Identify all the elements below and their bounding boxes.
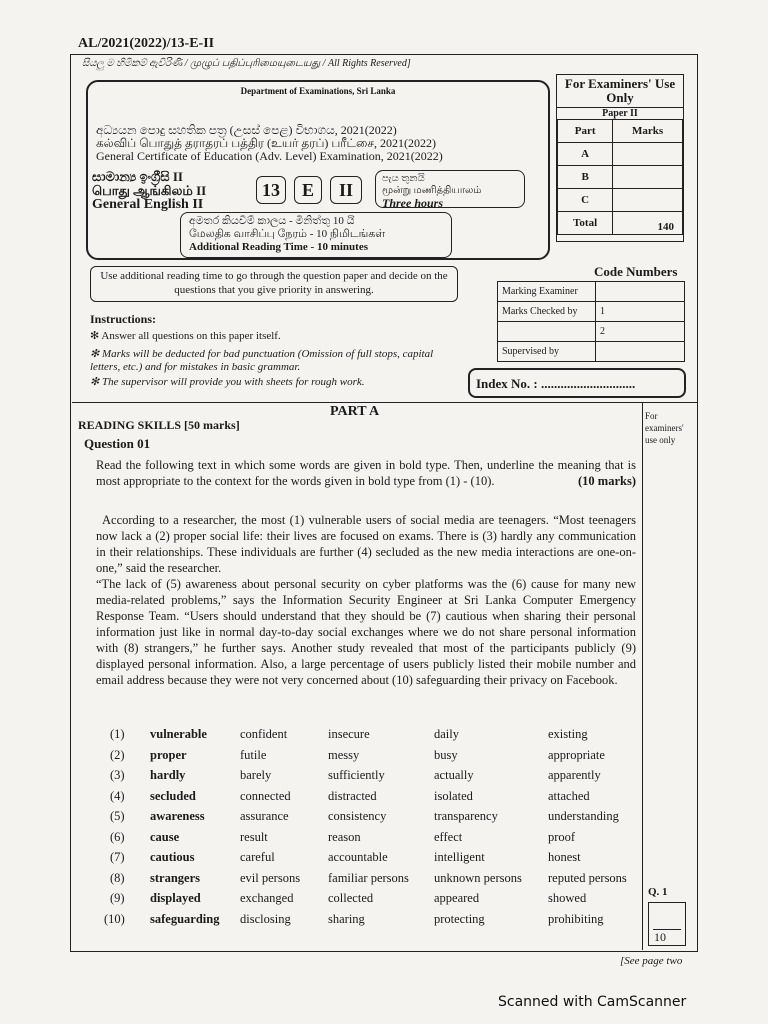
section-title: READING SKILLS [50 marks]	[78, 418, 240, 432]
scanner-watermark: Scanned with CamScanner	[498, 994, 687, 1010]
instructions-heading: Instructions:	[90, 312, 157, 326]
total-marks: 140	[613, 212, 683, 235]
question-title: Question 01	[84, 436, 151, 451]
question-prompt: Read the following text in which some words are given in bold type. Then, underline the meaning that is most appropriate to the context for the words given in bold type from (1) - (10). (10 marks)	[96, 458, 636, 488]
exam-title-english: General Certificate of Education (Adv. Level) Examination, 2021(2022)	[96, 149, 443, 163]
marks-cell[interactable]	[613, 189, 683, 212]
option-row: (2) proper futile messy busy appropriate	[110, 747, 605, 762]
examiners-margin-label: For examiners' use only	[645, 411, 684, 445]
instruction-item: ✻ The supervisor will provide you with sheets for rough work.	[90, 376, 365, 388]
passage-paragraph: “The lack of (5) awareness about personal security on cyber platforms was the (6) cause for many new media-related problems,” says the Information Security Engineer at Sri Lanka Computer Emergency Response Team. “Users should understand that they should be (7) cautious when sharing their personal information just like in normal day-to-day social exchanges where we do not share personal information with (8) strangers,” he further says. Another study revealed that most of the participants publicly (9) displayed personal information. Also, a large percentage of users publicly listed their mobile number and email address because they were not very concerned about (10) safeguarding their privacy on Facebook.	[96, 577, 636, 687]
option-row: (5) awareness assurance consistency transparency understanding	[110, 809, 619, 823]
index-number-field[interactable]: Index No. : .............................	[468, 368, 686, 398]
rights-notice: සියලු ම හිමිකම් ඇවිරිණි / முழுப் பதிப்புரிமையுடையது / All Rights Reserved]	[82, 58, 411, 69]
prompt-marks: (10 marks)	[578, 474, 636, 488]
question-score-label: Q. 1	[648, 886, 668, 898]
marks-table: Part Marks A B C Total 140	[557, 119, 683, 235]
option-row: (3) hardly barely sufficiently actually apparently	[110, 768, 601, 782]
part-title: PART A	[330, 404, 380, 419]
option-row: (6) cause result reason effect proof	[110, 829, 576, 844]
instruction-item: ✻ Marks will be deducted for bad punctuation (Omission of full stops, capital letters, etc.) and for mistakes in basic grammar.	[90, 348, 434, 373]
medium-code-box: E	[294, 176, 322, 204]
subject-name: සාමාන්‍ය ඉංග්‍රීසි II பொது ஆங்கிலம் II General English II	[92, 169, 207, 212]
option-row: (9) displayed exchanged collected appeared showed	[110, 891, 587, 905]
option-row: (7) cautious careful accountable intelligent honest	[110, 850, 581, 864]
passage-paragraph: According to a researcher, the most (1) vulnerable users of social media are teenagers. “Most teenagers now lack a (2) proper social life: their lives are focused on exams. There is (3) hardly any communication in their relationships. These individuals are further (4) secluded as the new media interactions are one-on-one,” said the researcher.	[96, 513, 636, 575]
instruction-item: ✻ Answer all questions on this paper itself.	[90, 330, 281, 342]
marks-cell[interactable]	[613, 166, 683, 189]
option-row: (1) vulnerable confident insecure daily existing	[110, 727, 588, 741]
department-seal-strip	[92, 86, 544, 120]
examiners-marks-box	[556, 74, 684, 242]
option-row: (10) safeguarding disclosing sharing protecting prohibiting	[104, 911, 604, 926]
subject-code-box: 13	[256, 176, 286, 204]
question-max-score: 10	[654, 930, 666, 944]
paper-code: AL/2021(2022)/13-E-II	[78, 36, 215, 51]
department-name: Department of Examinations, Sri Lanka	[240, 86, 396, 96]
reading-time-note: Use additional reading time to go through the question paper and decide on the questions that you give priority in answering.	[90, 266, 458, 302]
reading-time-box: අමතර කියවීම් කාලය - මිනිත්තු 10 යි மேலதிக வாசிப்பு நேரம் - 10 நிமிடங்கள் Additional Reading Time - 10 minutes	[180, 212, 452, 258]
options-table	[96, 727, 641, 932]
paper-number-box: II	[330, 176, 362, 204]
option-row: (4) secluded connected distracted isolated attached	[110, 788, 590, 803]
code-numbers-table: Marking Examiner Marks Checked by 1 2 Supervised by	[497, 281, 685, 361]
code-numbers-title: Code Numbers	[594, 264, 678, 279]
see-page-note: [See page two	[620, 955, 683, 967]
exam-title-tamil: கல்விப் பொதுத் தராதரப் பத்திர (உயர் தரப்) பரீட்சை, 2021(2022)	[96, 136, 437, 150]
divider	[72, 402, 698, 403]
paper-label: Paper II	[557, 107, 683, 119]
examiners-title: For Examiners' Use Only	[564, 76, 676, 105]
marks-cell[interactable]	[613, 143, 683, 166]
option-row: (8) strangers evil persons familiar persons unknown persons reputed persons	[110, 870, 627, 885]
exam-title-sinhala: අධ්‍යයන පොදු සහතික පත්‍ර (උසස් පෙළ) විභාගය, 2021(2022)	[96, 123, 397, 137]
margin-line	[642, 402, 643, 950]
duration-box: පැය තුනයි மூன்று மணித்தியாலம் Three hours	[375, 170, 525, 208]
